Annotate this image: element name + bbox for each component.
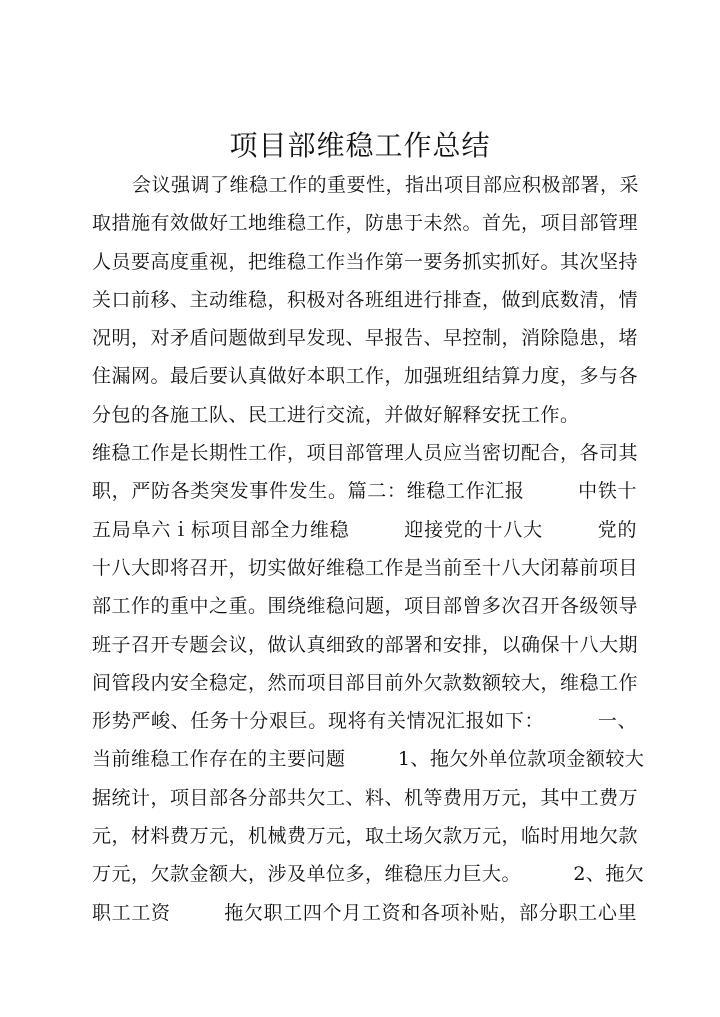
text-line-9: 职，严防各类突发事件发生。篇二：维稳工作汇报 中铁十 xyxy=(92,480,637,503)
document-title: 项目部维稳工作总结 xyxy=(229,129,491,162)
text-line-1: 会议强调了维稳工作的重要性，指出项目部应积极部署，采 xyxy=(132,174,640,196)
text-line-2: 取措施有效做好工地维稳工作，防患于未然。首先，项目部管理 xyxy=(92,212,639,235)
text-line-18: 元，材料费万元，机械费万元，取土场欠款万元，临时用地欠款 xyxy=(92,825,639,848)
text-line-13: 班子召开专题会议，做认真细致的部署和安排，以确保十八大期 xyxy=(92,633,639,656)
text-line-12: 部工作的重中之重。围绕维稳问题，项目部曾多次召开各级领导 xyxy=(92,595,639,618)
document-body xyxy=(92,166,645,932)
text-line-19: 万元，欠款金额大，涉及单位多，维稳压力巨大。 2、拖欠 xyxy=(92,863,645,886)
text-line-3: 人员要高度重视，把维稳工作当作第一要务抓实抓好。其次坚持 xyxy=(92,250,639,273)
text-line-11: 十八大即将召开，切实做好维稳工作是当前至十八大闭幕前项目 xyxy=(92,556,639,579)
text-line-16: 当前维稳工作存在的主要问题 1、拖欠外单位款项金额较大 xyxy=(92,748,645,771)
text-line-8: 维稳工作是长期性工作，项目部管理人员应当密切配合，各司其 xyxy=(92,442,639,465)
text-line-10: 五局阜六ｉ标项目部全力维稳 迎接党的十八大 党的 xyxy=(92,518,637,541)
text-line-15: 形势严峻、任务十分艰巨。现将有关情况汇报如下： 一、 xyxy=(92,710,637,733)
text-line-20: 职工工资 拖欠职工四个月工资和各项补贴，部分职工心里 xyxy=(92,901,637,924)
text-line-4: 关口前移、主动维稳，积极对各班组进行排查，做到底数清，情 xyxy=(92,288,639,311)
text-line-5: 况明，对矛盾问题做到早发现、早报告、早控制，消除隐患，堵 xyxy=(92,327,639,350)
text-line-6: 住漏网。最后要认真做好本职工作，加强班组结算力度，多与各 xyxy=(92,365,639,388)
text-line-7: 分包的各施工队、民工进行交流，并做好解释安抚工作。 xyxy=(92,403,580,426)
text-line-17: 据统计，项目部各分部共欠工、料、机等费用万元，其中工费万 xyxy=(92,786,639,809)
text-line-14: 间管段内安全稳定，然而项目部目前外欠款数额较大，维稳工作 xyxy=(92,671,639,694)
